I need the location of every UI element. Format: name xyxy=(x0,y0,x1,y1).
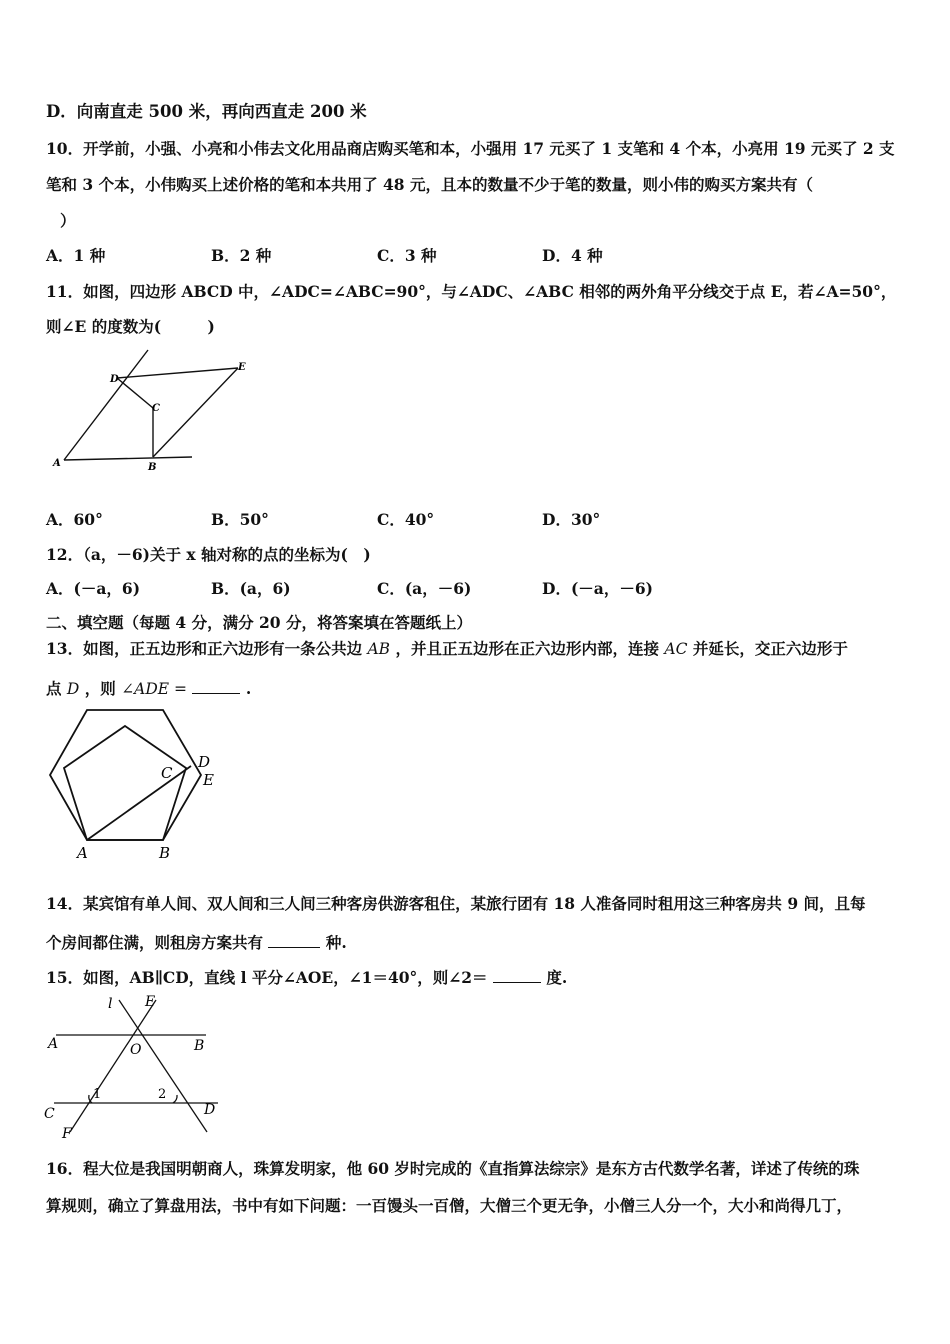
q15-text-b: 度. xyxy=(546,968,568,987)
section-heading: 二、填空题（每题 4 分，满分 20 分，将答案填在答题纸上） xyxy=(46,613,472,632)
q13-text-line2 xyxy=(46,677,251,699)
q15-label-one: 1 xyxy=(93,1087,102,1102)
q15-label-b: B xyxy=(194,1038,205,1054)
q11-option-a: A．60° xyxy=(46,510,103,529)
q12-option-c: C．(a，－6) xyxy=(377,579,472,598)
q13-text-end: . xyxy=(245,679,252,698)
q16-text-line1: 16．程大位是我国明朝商人，珠算发明家，他 60 岁时完成的《直指算法综宗》是东方古代数学名著，详述了传统的珠 xyxy=(46,1159,860,1178)
q15-label-o: O xyxy=(130,1042,142,1058)
q16-text-line2: 算规则，确立了算盘用法，书中有如下问题：一百馒头一百僧，大僧三个更无争，小僧三人分一个，大小和尚得几丁， xyxy=(46,1196,853,1215)
q10-text-line3: ） xyxy=(60,211,76,230)
q15-label-a: A xyxy=(48,1036,59,1052)
q15-label-d: D xyxy=(204,1102,216,1118)
q11-label-d: D xyxy=(110,374,119,385)
q14-text-b: 种. xyxy=(325,933,347,952)
q12-text: 12．（a，－6)关于 x 轴对称的点的坐标为( ) xyxy=(46,545,371,564)
q10-text-line2: 笔和 3 个本，小伟购买上述价格的笔和本共用了 48 元，且本的数量不少于笔的数量，则小伟的购买方案共有（ xyxy=(46,175,813,194)
q10-text-line1: 10．开学前，小强、小亮和小伟去文化用品商店购买笔和本，小强用 17 元买了 1 支笔和 4 个本，小亮用 19 元买了 2 支 xyxy=(46,139,895,158)
q10-option-c: C．3 种 xyxy=(377,246,437,265)
q13-text-d: 点 xyxy=(46,679,62,698)
q13-text-c: 并延长，交正六边形于 xyxy=(692,639,848,658)
q10-option-b: B．2 种 xyxy=(211,246,272,265)
q15-label-e: E xyxy=(145,994,156,1010)
q10-option-a: A．1 种 xyxy=(46,246,106,265)
q11-label-a: A xyxy=(53,458,61,469)
q12-option-b: B．(a，6) xyxy=(211,579,291,598)
q14-text-line1: 14．某宾馆有单人间、双人间和三人间三种客房供游客租住，某旅行团有 18 人准备同时租用这三种客房共 9 间，且每 xyxy=(46,894,866,913)
q13-answer-blank[interactable] xyxy=(192,677,240,694)
q9-option-d: D．向南直走 500 米，再向西直走 200 米 xyxy=(46,102,367,121)
q15-text-a: 15．如图，AB∥CD，直线 l 平分∠AOE，∠1＝40°，则∠2＝ xyxy=(46,968,488,987)
q13-var-ab: AB xyxy=(367,640,391,658)
q15-text xyxy=(46,966,567,988)
q15-label-c: C xyxy=(44,1106,55,1122)
q14-text-a: 个房间都住满，则租房方案共有 xyxy=(46,933,264,952)
q13-label-e: E xyxy=(203,771,214,789)
q13-text-a: 13．如图，正五边形和正六边形有一条公共边 xyxy=(46,639,363,658)
q13-text-b: ，并且正五边形在正六边形内部，连接 xyxy=(395,639,659,658)
q13-var-d: D xyxy=(66,680,80,698)
q13-var-ac: AC xyxy=(664,640,688,658)
q13-figure xyxy=(45,705,230,865)
q14-answer-blank[interactable] xyxy=(268,931,320,948)
q11-option-c: C．40° xyxy=(377,510,435,529)
q15-answer-blank[interactable] xyxy=(493,966,541,983)
q12-option-a: A．(－a，6) xyxy=(46,579,141,598)
q13-text-line1 xyxy=(46,639,848,659)
q14-text-line2 xyxy=(46,931,347,953)
q11-label-e: E xyxy=(238,362,246,373)
q13-label-a: A xyxy=(77,844,88,862)
q13-label-b: B xyxy=(159,844,171,862)
q11-text-line1: 11．如图，四边形 ABCD 中，∠ADC=∠ABC=90°，与∠ADC、∠ABC 相邻的两外角平分线交于点 E，若∠A=50°， xyxy=(46,282,897,301)
q11-option-b: B．50° xyxy=(211,510,269,529)
q15-figure xyxy=(42,992,232,1142)
q11-option-d: D．30° xyxy=(542,510,601,529)
q11-label-c: C xyxy=(152,403,160,414)
q11-text-line2: 则∠E 的度数为( ) xyxy=(46,317,215,336)
q15-label-l: l xyxy=(108,996,113,1012)
q12-option-d: D．(－a，－6) xyxy=(542,579,653,598)
q11-figure xyxy=(40,340,270,490)
q15-label-f: F xyxy=(62,1126,72,1142)
q13-label-c: C xyxy=(161,764,173,782)
q11-label-b: B xyxy=(148,462,157,473)
q13-expr: ∠ADE = xyxy=(121,680,188,698)
q10-option-d: D．4 种 xyxy=(542,246,603,265)
q13-text-e: ，则 xyxy=(84,679,116,698)
q13-label-d: D xyxy=(198,753,211,771)
q15-label-two: 2 xyxy=(158,1087,167,1102)
